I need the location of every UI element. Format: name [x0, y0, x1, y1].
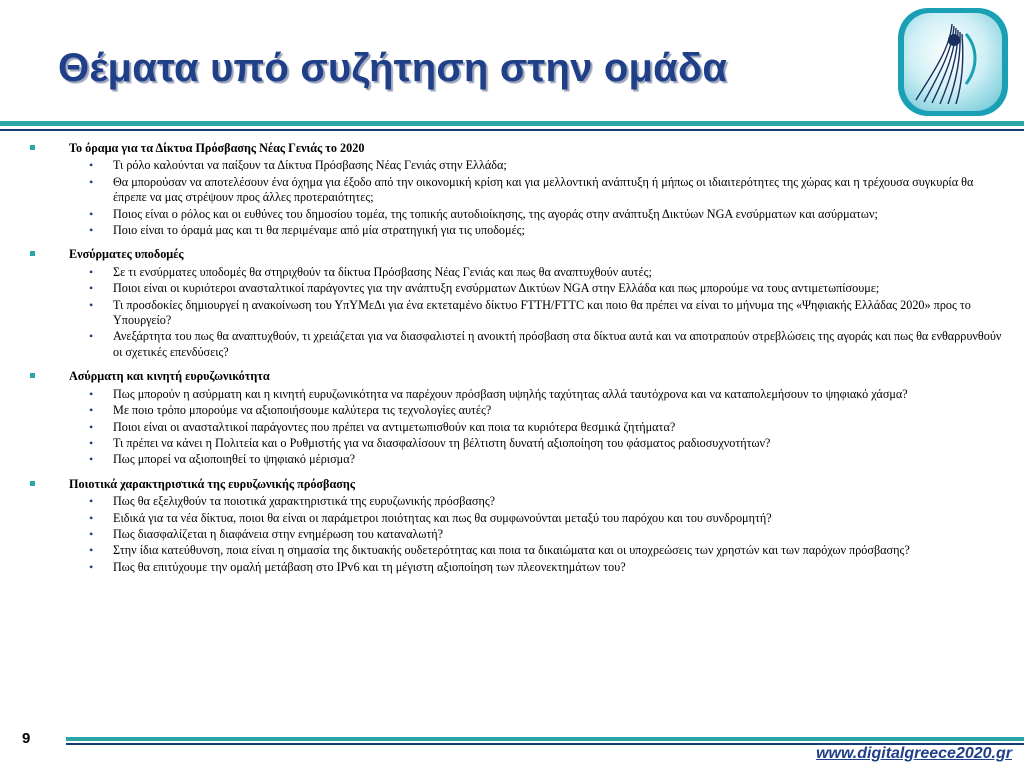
section-wireless-broadband: [30, 369, 1005, 467]
square-bullet-icon: [30, 373, 35, 378]
section-quality-characteristics: [30, 477, 1005, 575]
list-item: [30, 511, 1005, 526]
list-item-text: Θα μπορούσαν να αποτελέσουν ένα όχημα για έξοδο από την οικονομική κρίση και για μελλοντική ανάπτυξη ή μήπως οι ιδιαιτερότητες της χώρας και η τρέχουσα συγκυρία θα έπρεπε να μας στρέψουν προς άλλες προτεραιότητες;: [113, 174, 974, 205]
list-item: [30, 494, 1005, 509]
list-item-text: Ποιοι είναι οι κυριότεροι ανασταλτικοί παράγοντες για την ανάπτυξη ενσύρματων Δικτύων NGA στην Ελλάδα και πως μπορούμε να τους αντιμετωπίσουμε;: [113, 281, 880, 296]
dot-bullet-icon: •: [89, 281, 94, 296]
list-item-text: Πως θα εξελιχθούν τα ποιοτικά χαρακτηριστικά της ευρυζωνικής πρόσβασης?: [113, 494, 496, 509]
discussion-topics: [30, 141, 1005, 584]
section-heading-text: Ασύρματη και κινητή ευρυζωνικότητα: [69, 369, 270, 384]
list-item: [30, 175, 1005, 206]
list-item-text: Ποιοι είναι οι ανασταλτικοί παράγοντες που πρέπει να αντιμετωπισθούν και ποια τα κυριότερα θεσμικά ζητήματα?: [113, 419, 676, 434]
list-item: [30, 207, 1005, 222]
list-item: [30, 298, 1005, 329]
section-wired-infrastructure: [30, 247, 1005, 360]
section-heading-text: Ποιοτικά χαρακτηριστικά της ευρυζωνικής πρόσβασης: [69, 476, 355, 491]
dot-bullet-icon: •: [89, 297, 94, 312]
dot-bullet-icon: •: [89, 494, 94, 509]
list-item-text: Τι προσδοκίες δημιουργεί η ανακοίνωση του ΥπΥΜεΔι για ένα εκτεταμένο δίκτυο FTTH/FTTC και ποιο θα πρέπει να είναι το μήνυμα της «Ψηφιακής Ελλάδας 2020» προς το Υπουργείο?: [113, 297, 971, 328]
square-bullet-icon: [30, 251, 35, 256]
digital-greece-logo: [892, 4, 1014, 120]
dot-bullet-icon: •: [89, 264, 94, 279]
list-item: [30, 158, 1005, 173]
dot-bullet-icon: •: [89, 419, 94, 434]
list-item-text: Ανεξάρτητα του πως θα αναπτυχθούν, τι χρειάζεται για να διασφαλιστεί η ανοικτή πρόσβαση στα δίκτυα αυτά και να αποτραπούν στρεβλώσεις της αγοράς και πως θα ενθαρρυνθούν οι σχετικές επενδύσεις?: [113, 329, 1002, 359]
list-item-text: Ποιο είναι το όραμά μας και τι θα περιμέναμε από μία στρατηγική για τις υποδομές;: [113, 223, 525, 238]
list-item-text: Σε τι ενσύρματες υποδομές θα στηριχθούν τα δίκτυα Πρόσβασης Νέας Γενιάς και πως θα αναπτυχθούν αυτές;: [113, 264, 652, 279]
list-item-text: Τι πρέπει να κάνει η Πολιτεία και ο Ρυθμιστής για να διασφαλίσουν τη βέλτιστη δυνατή αξιοποίηση του φάσματος ραδιοσυχνοτήτων?: [113, 435, 771, 450]
list-item: [30, 387, 1005, 402]
section-heading: [30, 477, 1005, 492]
list-item: [30, 281, 1005, 296]
list-item: [30, 436, 1005, 451]
list-item-text: Πως μπορούν η ασύρματη και η κινητή ευρυζωνικότητα να παρέχουν πρόσβαση υψηλής ταχύτητας αλλά ταυτόχρονα και να καταπολεμήσουν το ψηφιακό χάσμα?: [113, 386, 908, 401]
footer-website-link[interactable]: www.digitalgreece2020.gr: [816, 745, 1012, 762]
list-item-text: Ειδικά για τα νέα δίκτυα, ποιοι θα είναι οι παράμετροι ποιότητας και πως θα συμφωνούνται μεταξύ του παρόχου και του συνδρομητή?: [113, 510, 772, 525]
square-bullet-icon: [30, 481, 35, 486]
dot-bullet-icon: •: [89, 452, 94, 467]
list-item-text: Πως θα επιτύχουμε την ομαλή μετάβαση στο IPv6 και τη μέγιστη αξιοποίηση των πλεονεκτημάτων του?: [113, 559, 626, 574]
list-item: [30, 527, 1005, 542]
dot-bullet-icon: •: [89, 174, 94, 189]
list-item-text: Με ποιο τρόπο μπορούμε να αξιοποιήσουμε καλύτερα τις τεχνολογίες αυτές?: [113, 403, 492, 418]
page-number: 9: [22, 730, 31, 747]
list-item-text: Τι ρόλο καλούνται να παίξουν τα Δίκτυα Πρόσβασης Νέας Γενιάς στην Ελλάδα;: [113, 158, 507, 173]
dot-bullet-icon: •: [89, 559, 94, 574]
section-heading: [30, 141, 1005, 156]
header-divider-accent: [0, 121, 1024, 126]
dot-bullet-icon: •: [89, 386, 94, 401]
list-item: [30, 403, 1005, 418]
list-item-text: Πως διασφαλίζεται η διαφάνεια στην ενημέρωση του καταναλωτή?: [113, 526, 444, 541]
section-vision: [30, 141, 1005, 238]
section-heading: [30, 369, 1005, 384]
dot-bullet-icon: •: [89, 223, 94, 238]
list-item: [30, 560, 1005, 575]
dot-bullet-icon: •: [89, 543, 94, 558]
dot-bullet-icon: •: [89, 206, 94, 221]
list-item: [30, 223, 1005, 238]
dot-bullet-icon: •: [89, 158, 94, 173]
dot-bullet-icon: •: [89, 435, 94, 450]
list-item: [30, 543, 1005, 558]
list-item-text: Στην ίδια κατεύθυνση, ποια είναι η σημασία της δικτυακής ουδετερότητας και ποια τα δικαιώματα και οι υποχρεώσεις των χρηστών και των παρόχων πρόσβασης?: [113, 543, 910, 558]
dot-bullet-icon: •: [89, 329, 94, 344]
list-item-text: Ποιος είναι ο ρόλος και οι ευθύνες του δημοσίου τομέα, της τοπικής αυτοδιοίκησης, της αγοράς στην ανάπτυξη Δικτύων NGA ενσύρματων και ασύρματων;: [113, 206, 878, 221]
list-item: [30, 452, 1005, 467]
header-divider-dark: [0, 129, 1024, 131]
square-bullet-icon: [30, 145, 35, 150]
dot-bullet-icon: •: [89, 403, 94, 418]
section-heading-text: Το όραμα για τα Δίκτυα Πρόσβασης Νέας Γενιάς το 2020: [69, 141, 365, 155]
footer-divider-accent: [66, 737, 1024, 741]
section-heading: [30, 247, 1005, 262]
list-item: [30, 265, 1005, 280]
dot-bullet-icon: •: [89, 510, 94, 525]
list-item: [30, 329, 1005, 360]
dot-bullet-icon: •: [89, 526, 94, 541]
slide-title: Θέματα υπό συζήτηση στην ομάδα: [58, 46, 728, 90]
list-item: [30, 420, 1005, 435]
section-heading-text: Ενσύρματες υποδομές: [69, 247, 184, 262]
list-item-text: Πως μπορεί να αξιοποιηθεί το ψηφιακό μέρισμα?: [113, 452, 355, 467]
